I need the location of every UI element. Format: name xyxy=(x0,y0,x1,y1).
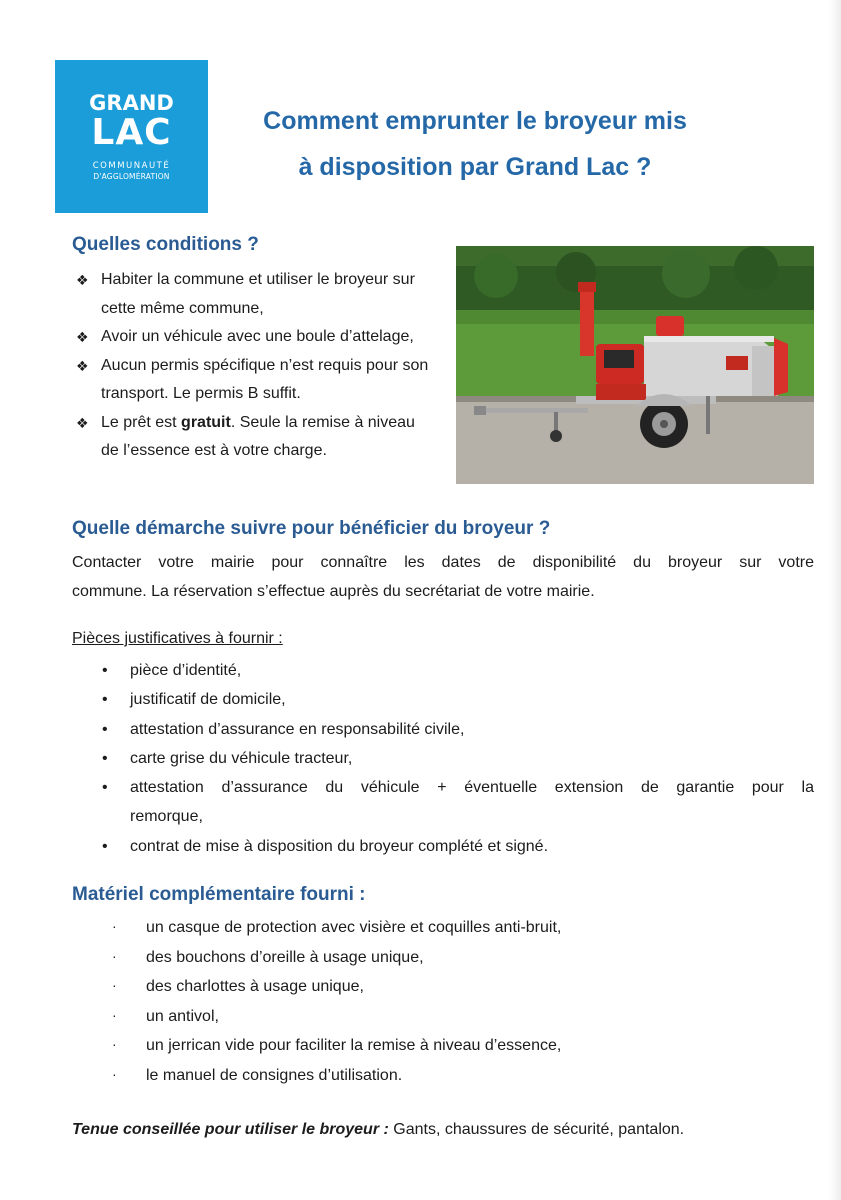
piece-text: contrat de mise à disposition du broyeur complété et signé. xyxy=(130,837,549,855)
logo-line-grand: GRAND xyxy=(89,91,174,115)
list-item xyxy=(72,943,814,973)
tenue-label: Tenue conseillée pour utiliser le broyeur : xyxy=(72,1121,389,1138)
list-item xyxy=(72,715,814,744)
diamond-bullet-icon: ❖ xyxy=(76,272,89,288)
bullet-icon: • xyxy=(102,749,108,767)
condition-text-pre: Le prêt est xyxy=(101,413,182,431)
demarche-heading: Quelle démarche suivre pour bénéficier du broyeur ? xyxy=(72,518,551,539)
piece-text: carte grise du véhicule tracteur, xyxy=(130,749,353,767)
tenue-text: Gants, chaussures de sécurité, pantalon. xyxy=(388,1121,685,1138)
demarche-paragraph xyxy=(72,548,814,606)
logo-line-agglomeration: D'AGGLOMÉRATION xyxy=(93,172,170,181)
list-item xyxy=(72,972,814,1002)
demarche-line-2: commune. La réservation s’effectue auprès du secrétariat de votre mairie. xyxy=(72,583,595,600)
piece-text-continued: remorque, xyxy=(130,808,203,826)
piece-text: justificatif de domicile, xyxy=(130,691,286,709)
grand-lac-logo xyxy=(55,60,208,213)
list-item xyxy=(72,685,814,714)
title-line-1: Comment emprunter le broyeur mis xyxy=(263,107,687,135)
list-item xyxy=(72,1031,814,1061)
materiel-text: un casque de protection avec visière et coquilles anti-bruit, xyxy=(146,919,562,936)
page-title xyxy=(215,98,735,190)
list-item xyxy=(72,832,814,861)
diamond-bullet-icon: ❖ xyxy=(76,357,89,374)
piece-text: pièce d’identité, xyxy=(130,662,242,679)
condition-text: Aucun permis spécifique n’est requis pour son transport. Le permis B suffit. xyxy=(101,356,429,402)
middot-bullet-icon: · xyxy=(112,1065,117,1082)
bullet-icon: • xyxy=(102,662,108,679)
condition-text: Habiter la commune et utiliser le broyeur sur cette même commune, xyxy=(101,271,415,317)
piece-text: attestation d’assurance en responsabilité civile, xyxy=(130,720,465,738)
title-line-2: à disposition par Grand Lac ? xyxy=(298,153,652,181)
materiel-text: un antivol, xyxy=(146,1007,219,1025)
pieces-title: Pièces justificatives à fournir : xyxy=(72,630,283,647)
tenue-line xyxy=(72,1121,684,1139)
list-item xyxy=(72,1002,814,1032)
page-edge xyxy=(829,0,841,1200)
bullet-icon: • xyxy=(102,720,108,738)
materiel-heading: Matériel complémentaire fourni : xyxy=(72,884,366,905)
condition-text-bold: gratuit xyxy=(181,413,231,431)
logo-line-lac: LAC xyxy=(91,112,172,153)
list-item xyxy=(76,409,436,466)
list-item xyxy=(76,266,436,323)
bullet-icon: • xyxy=(102,837,108,855)
bullet-icon: • xyxy=(102,779,108,797)
middot-bullet-icon: · xyxy=(112,1006,117,1023)
logo-line-communaute: COMMUNAUTÉ xyxy=(92,161,171,171)
list-item xyxy=(76,323,436,352)
piece-text: attestation d’assurance du véhicule + éventuelle extension de garantie pour la xyxy=(130,779,814,797)
list-item xyxy=(76,352,436,409)
list-item xyxy=(72,1061,814,1091)
diamond-bullet-icon: ❖ xyxy=(76,329,89,345)
list-item xyxy=(72,656,814,685)
materiel-text: des charlottes à usage unique, xyxy=(146,978,364,996)
condition-text-post: . Seule la remise à niveau de l’essence est à votre charge. xyxy=(101,413,415,459)
list-item xyxy=(72,913,814,943)
list-item xyxy=(72,744,814,773)
pieces-list xyxy=(72,656,814,861)
demarche-line-1: Contacter votre mairie pour connaître les dates de disponibilité du broyeur sur votre xyxy=(72,554,814,571)
middot-bullet-icon: · xyxy=(112,918,117,934)
middot-bullet-icon: · xyxy=(112,947,117,964)
materiel-list xyxy=(72,913,814,1091)
list-item xyxy=(72,773,814,832)
bullet-icon: • xyxy=(102,691,108,709)
materiel-text: le manuel de consignes d’utilisation. xyxy=(146,1066,403,1084)
materiel-text: un jerrican vide pour faciliter la remise à niveau d’essence, xyxy=(146,1037,562,1055)
conditions-heading: Quelles conditions ? xyxy=(72,234,259,255)
middot-bullet-icon: · xyxy=(112,977,117,994)
conditions-list xyxy=(76,266,436,466)
middot-bullet-icon: · xyxy=(112,1036,117,1053)
diamond-bullet-icon: ❖ xyxy=(76,414,89,431)
materiel-text: des bouchons d’oreille à usage unique, xyxy=(146,948,424,966)
condition-text: Avoir un véhicule avec une boule d’attelage, xyxy=(101,328,414,345)
wood-chipper-photo xyxy=(456,246,814,484)
